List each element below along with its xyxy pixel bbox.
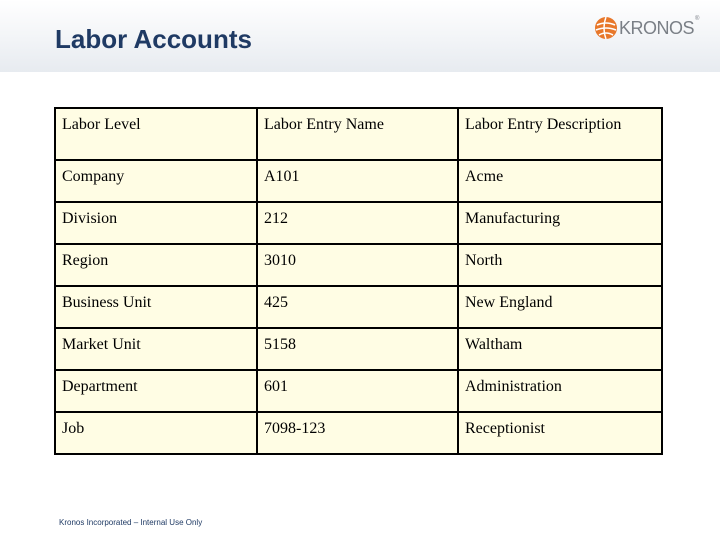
column-header-labor-entry-description: Labor Entry Description (458, 108, 662, 160)
labor-entry-description-cell: New England (458, 286, 662, 328)
table-row (55, 370, 662, 412)
table-row (55, 328, 662, 370)
labor-entry-name-cell: 3010 (257, 244, 458, 286)
kronos-globe-icon (594, 16, 618, 40)
labor-level-cell: Region (55, 244, 257, 286)
footer-confidentiality-note: Kronos Incorporated – Internal Use Only (59, 518, 203, 527)
kronos-logo (594, 16, 699, 40)
slide-title: Labor Accounts (55, 24, 252, 54)
labor-entry-name-cell: 212 (257, 202, 458, 244)
column-header-labor-level: Labor Level (55, 108, 257, 160)
labor-entry-name-cell: 7098-123 (257, 412, 458, 454)
labor-entry-name-cell: 5158 (257, 328, 458, 370)
labor-entry-description-cell: Administration (458, 370, 662, 412)
labor-entry-description-cell: Waltham (458, 328, 662, 370)
labor-level-cell: Division (55, 202, 257, 244)
table-row (55, 160, 662, 202)
table-row (55, 244, 662, 286)
table-row (55, 412, 662, 454)
labor-entry-name-cell: A101 (257, 160, 458, 202)
labor-level-cell: Department (55, 370, 257, 412)
column-header-labor-entry-name: Labor Entry Name (257, 108, 458, 160)
labor-level-cell: Business Unit (55, 286, 257, 328)
labor-entry-description-cell: Receptionist (458, 412, 662, 454)
labor-entry-name-cell: 425 (257, 286, 458, 328)
labor-level-cell: Market Unit (55, 328, 257, 370)
table-row (55, 286, 662, 328)
table-row (55, 202, 662, 244)
labor-entry-description-cell: Acme (458, 160, 662, 202)
kronos-wordmark: KRONOS (619, 17, 695, 38)
labor-entry-description-cell: Manufacturing (458, 202, 662, 244)
table-header-row (55, 108, 662, 160)
labor-entry-description-cell: North (458, 244, 662, 286)
labor-accounts-table (54, 107, 663, 455)
labor-entry-name-cell: 601 (257, 370, 458, 412)
labor-level-cell: Company (55, 160, 257, 202)
registered-mark: ® (695, 16, 700, 22)
labor-level-cell: Job (55, 412, 257, 454)
